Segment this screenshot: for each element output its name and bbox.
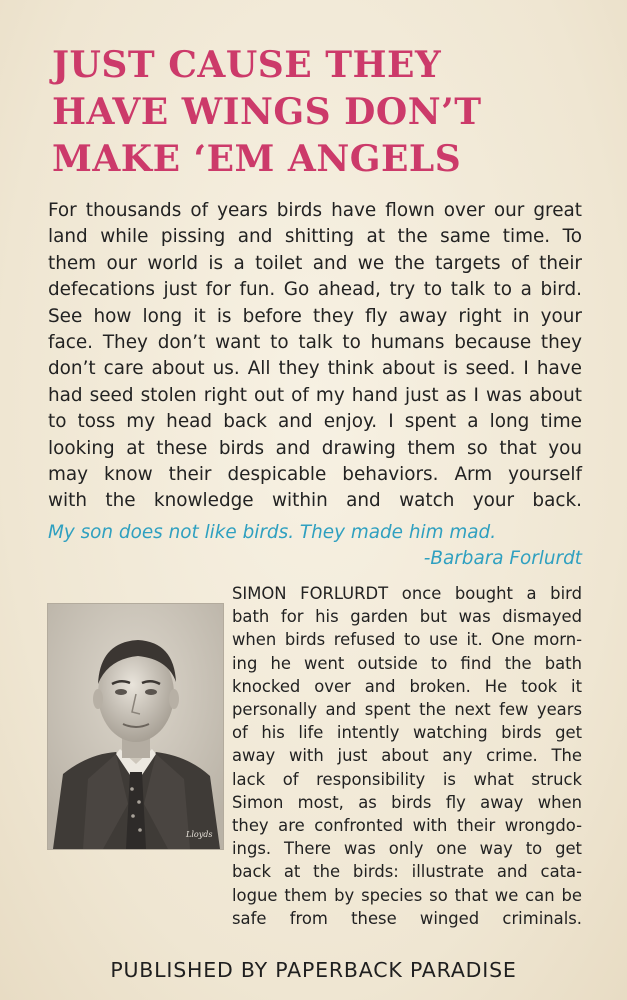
blurb-line: land while pissing and shitting at the same time. To [48, 226, 582, 248]
quote-attribution: -Barbara Forlurdt [423, 548, 582, 569]
blurb-line: may know their despicable behaviors. Arm yourself [48, 464, 582, 486]
author-bio [232, 582, 582, 930]
blurb-line: to toss my head back and enjoy. I spent a long time [48, 411, 582, 433]
blurb-line: had seed stolen right out of my hand just as I was about [48, 384, 582, 406]
bio-line: lack of responsibility is what struck [232, 769, 582, 789]
blurb-paragraph [48, 198, 582, 515]
blurb-line: looking at these birds and drawing them so that you [48, 437, 582, 459]
blurb-line: See how long it is before they fly away right in your [48, 305, 582, 327]
blurb-line: with the knowledge within and watch your back. [48, 490, 582, 512]
bio-line: away with just about any crime. The [232, 746, 582, 766]
headline-line: JUST CAUSE THEY [52, 44, 442, 86]
blurb-line: face. They don’t want to talk to humans because they [48, 332, 582, 354]
bio-line: of his life intently watching birds get [232, 723, 582, 743]
bio-line: personally and spent the next few years [232, 700, 582, 720]
quote-text: My son does not like birds. They made him mad. [48, 522, 497, 543]
pull-quote [48, 520, 582, 572]
headline [52, 42, 592, 183]
bio-line: ings. There was only one way to get [232, 839, 582, 859]
bio-line: bath for his garden but was dismayed [232, 607, 582, 627]
blurb-line: them our world is a toilet and we the targets of their [48, 252, 582, 274]
bio-line: knocked over and broken. He took it [232, 676, 582, 696]
bio-line: SIMON FORLURDT once bought a bird [232, 584, 582, 603]
bio-line: Simon most, as birds fly away when [232, 792, 582, 812]
blurb-line: don’t care about us. All they think about is seed. I have [48, 358, 582, 380]
bio-line: logue them by species so that we can be [232, 885, 582, 905]
headline-line: HAVE WINGS DON’T [52, 91, 482, 133]
headline-line: MAKE ‘EM ANGELS [52, 138, 462, 180]
author-photo [47, 603, 224, 850]
bio-line: they are confronted with their wrongdo- [232, 816, 582, 836]
bio-line: back at the birds: illustrate and cata- [232, 862, 582, 882]
publisher-line: PUBLISHED BY PAPERBACK PARADISE [110, 958, 517, 982]
blurb-line: For thousands of years birds have flown over our great [48, 200, 582, 221]
bio-line: safe from these winged criminals. [232, 908, 582, 928]
photographer-signature: Lloyds [186, 830, 213, 839]
bio-line: ing he went outside to find the bath [232, 653, 582, 673]
bio-line: when birds refused to use it. One morn- [232, 630, 582, 650]
blurb-line: defecations just for fun. Go ahead, try to talk to a bird. [48, 279, 582, 301]
